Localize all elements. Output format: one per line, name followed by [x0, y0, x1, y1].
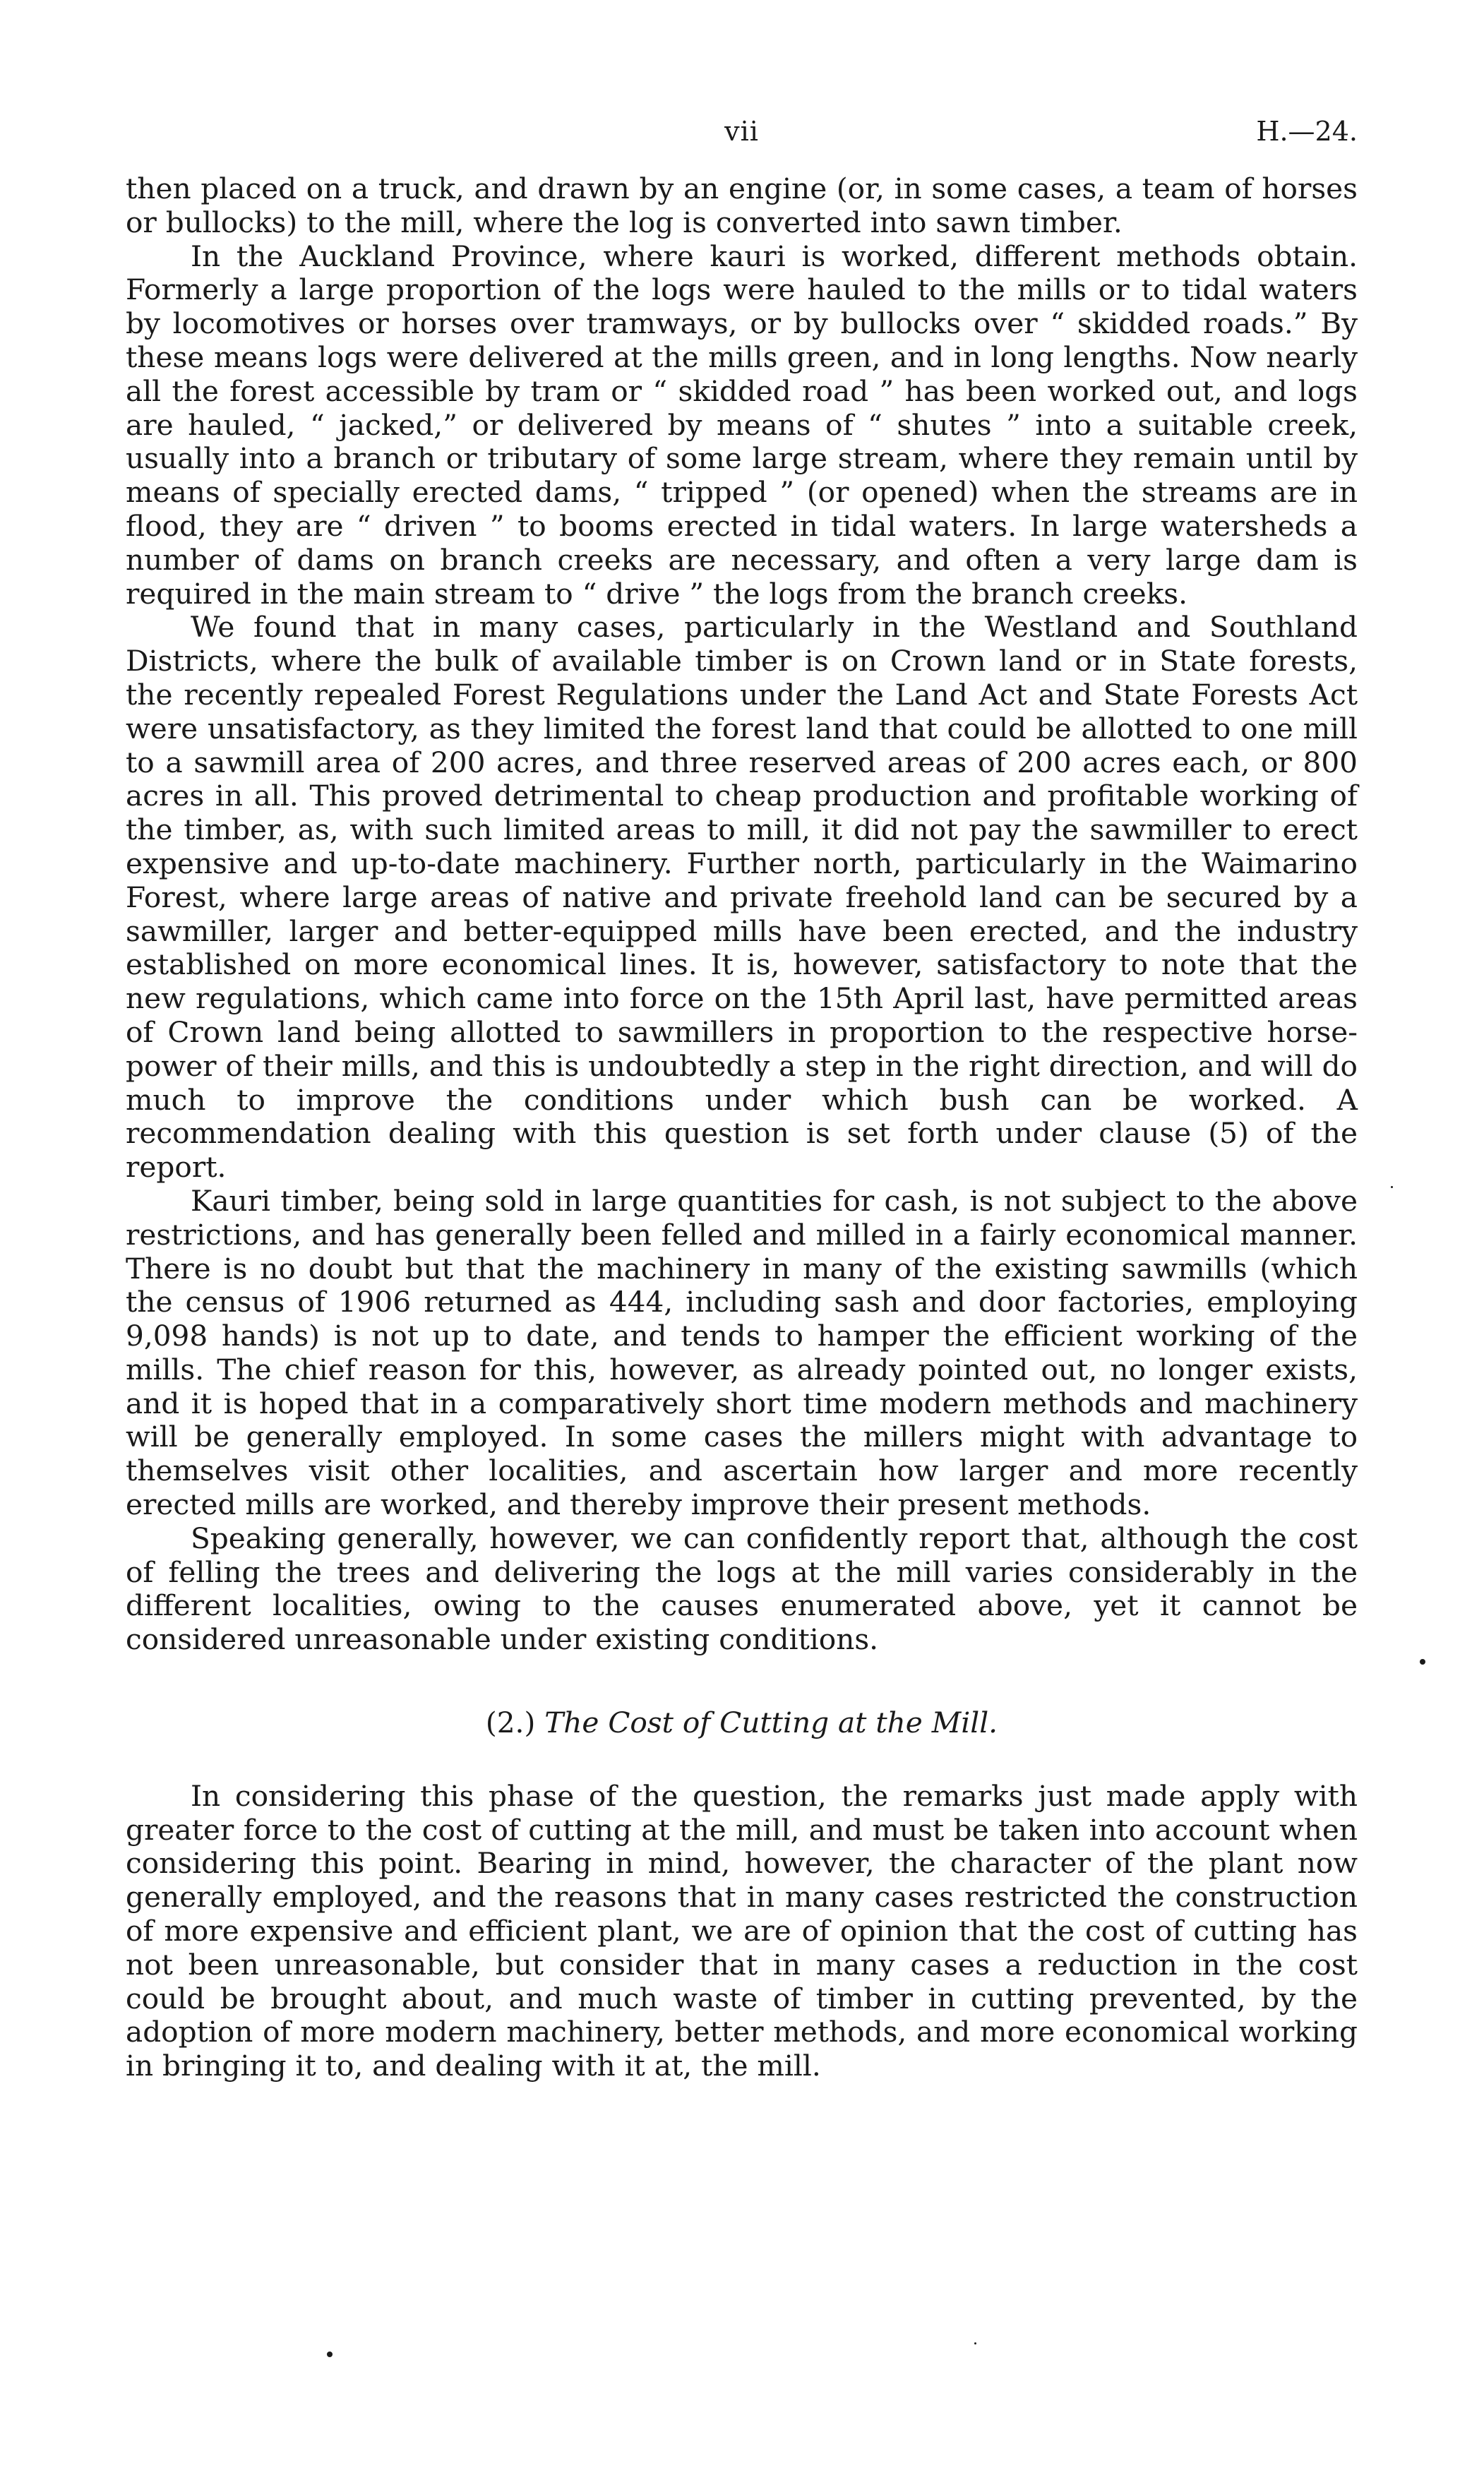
- paragraph-cost-of-cutting: In considering this phase of the question, the remarks just made apply with greater force to the cost of cutting at the mill, and must be taken into account when considering this point. Bearing in mind, however, the character of the plant now generally employed, and the reasons that in many cases restricted the construction of more expensive and efficient plant, we are of opinion that the cost of cutting has not been unreasonable, but consider that in many cases a reduction in the cost could be brought about, and much waste of timber in cutting prevented, by the adoption of more modern machinery, better methods, and more economical working in bringing it to, and dealing with it at, the mill.: [126, 1778, 1358, 2083]
- paragraph-continued: then placed on a truck, and drawn by an engine (or, in some cases, a team of horses or bullocks) to the mill, where the log is converted into sawn timber.: [126, 172, 1358, 239]
- section-heading: [126, 1706, 1358, 1740]
- margin-speck: [327, 2352, 333, 2357]
- margin-speck: [1420, 1659, 1425, 1665]
- paragraph-speaking-generally: Speaking generally, however, we can confidently report that, although the cost of felling the trees and delivering the logs at the mill varies considerably in the different localities, owing to the causes enumerated above, yet it cannot be considered unreasonable under existing conditions.: [126, 1521, 1358, 1657]
- paragraph-forest-regulations: We found that in many cases, particularly in the Westland and Southland Districts, where the bulk of available timber is on Crown land or in State forests, the recently repealed Forest Regulations under the Land Act and State Forests Act were unsatisfactory, as they limited the forest land that could be allotted to one mill to a sawmill area of 200 acres, and three reserved areas of 200 acres each, or 800 acres in all. This proved detrimental to cheap production and profitable working of the timber, as, with such limited areas to mill, it did not pay the sawmiller to erect expensive and up-to-date machinery. Further north, particularly in the Waimarino Forest, where large areas of native and private freehold land can be secured by a sawmiller, larger and better-equipped mills have been erected, and the industry established on more economical lines. It is, however, satisfactory to note that the new regulations, which came into force on the 15th April last, have permitted areas of Crown land being allotted to sawmillers in proportion to the respective horse-power of their mills, and this is undoubtedly a step in the right direction, and will do much to improve the conditions under which bush can be worked. A recommendation dealing with this question is set forth under clause (5) of the report.: [126, 610, 1358, 1185]
- page-header: [126, 116, 1358, 158]
- paragraph-kauri-timber: Kauri timber, being sold in large quantities for cash, is not subject to the above restrictions, and has generally been felled and milled in a fairly economical manner. There is no doubt but that the machinery in many of the existing sawmills (which the census of 1906 returned as 444, including sash and door factories, employing 9,098 hands) is not up to date, and tends to hamper the efficient working of the mills. The chief reason for this, however, as already pointed out, no longer exists, and it is hoped that in a comparatively short time modern methods and machinery will be generally employed. In some cases the millers might with advantage to themselves visit other localities, and ascertain how larger and more recently erected mills are worked, and thereby improve their present methods.: [126, 1183, 1358, 1522]
- margin-speck: [974, 2342, 976, 2344]
- document-reference: H.—24.: [1256, 116, 1358, 147]
- body-text: [126, 172, 1358, 2083]
- margin-speck: [1391, 1186, 1393, 1188]
- section-number: (2.): [485, 1706, 536, 1740]
- section-title: The Cost of Cutting at the Mill.: [544, 1706, 998, 1740]
- paragraph-auckland-methods: In the Auckland Province, where kauri is worked, different methods obtain. Formerly a large proportion of the logs were hauled to the mills or to tidal waters by locomotives or horses over tramways, or by bullocks over “ skidded roads.” By these means logs were delivered at the mills green, and in long lengths. Now nearly all the forest accessible by tram or “ skidded road ” has been worked out, and logs are hauled, “ jacked,” or delivered by means of “ shutes ” into a suitable creek, usually into a branch or tributary of some large stream, where they remain until by means of specially erected dams, “ tripped ” (or opened) when the streams are in flood, they are “ driven ” to booms erected in tidal waters. In large watersheds a number of dams on branch creeks are necessary, and often a very large dam is required in the main stream to “ drive ” the logs from the branch creeks.: [126, 239, 1358, 611]
- page-number: vii: [724, 116, 759, 147]
